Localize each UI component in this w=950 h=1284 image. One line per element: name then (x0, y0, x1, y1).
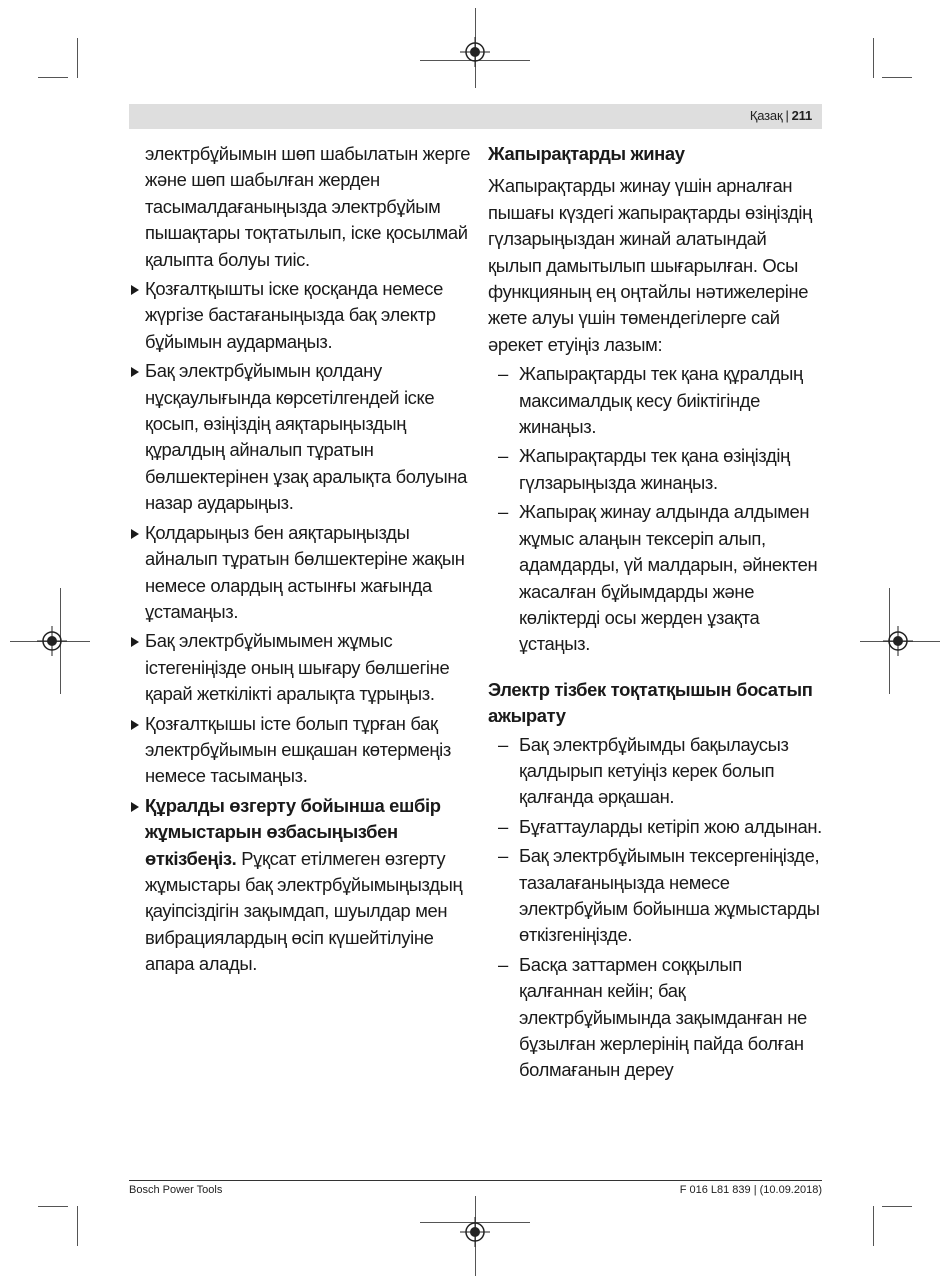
dash-bullet: – (498, 733, 508, 755)
footer-rule (129, 1180, 822, 1181)
left-column (145, 141, 475, 981)
dash-item-text: Жапырақтарды тек қана өзіңіздің гүлзарыңызда жинаңыз. (519, 445, 790, 493)
triangle-bullet-icon (131, 367, 139, 377)
bullet-text: Қолдарыңыз бен аяқтарыңызды айналып тұратын бөлшектеріне жақын немесе олардың астынғы жағында ұстамаңыз. (145, 521, 465, 622)
dash-item-text: Жапырақ жинау алдында алдымен жұмыс алаңын тексеріп алып, адамдарды, үй малдарын, әйнектен жасалған бұйымдарды және көліктерді осы жерден ұзақта ұстаңыз. (519, 501, 818, 655)
bullet-text: Рұқсат етілмеген өзгерту жұмыстары бақ электрбұйымыңыздың қауіпсіздігін зақымдап, шуылдар мен вибрациялардың өсіп күшейтілуіне апара алады. (145, 847, 463, 975)
crop-mark (77, 38, 78, 78)
dash-bullet: – (498, 815, 508, 837)
bullet-item (145, 628, 475, 707)
dash-bullet: – (498, 845, 508, 867)
bullet-bold-text: Құралды өзгерту бойынша ешбір жұмыстарын өзбасыңызбен өткізбеңіз. (145, 794, 441, 869)
footer-doc-number: F 016 L81 839 | (10.09.2018) (679, 1184, 822, 1196)
registration-mark-icon (460, 37, 490, 67)
section-heading-leaf-collection: Жапырақтарды жинау (488, 143, 685, 164)
bullet-text: Қозғалтқышты іске қосқанда немесе жүргізе бастағаныңызда бақ электр бұйымын аудармаңыз. (145, 278, 443, 352)
dash-bullet: – (498, 445, 508, 467)
page-number: 211 (791, 108, 812, 123)
header-separator: | (785, 108, 789, 123)
bullet-item (145, 276, 475, 355)
registration-mark-icon (37, 626, 67, 656)
registration-mark-icon (460, 1217, 490, 1247)
dash-list-item (488, 361, 824, 440)
crop-mark (882, 1206, 912, 1207)
crop-mark (873, 38, 874, 78)
header-text (750, 108, 812, 123)
right-column (488, 141, 824, 1087)
dash-list-item (488, 952, 824, 1084)
bullet-item (145, 711, 475, 790)
triangle-bullet-icon (131, 802, 139, 812)
section-paragraph: Жапырақтарды жинау үшін арналған пышағы күздегі жапырақтарды өзіңіздің гүлзарыңыздан жинай алатындай қылып дамытылып шығарылған. Осы функцияның ең оңтайлы нәтижелеріне жете алуы үшін төмендегілерге сай әрекет етуіңіз лазым: (488, 175, 812, 355)
dash-item-text: Басқа заттармен соққылып қалғаннан кейін; бақ электрбұйымында зақымданған не бұзылған жерлерінің пайда болған болмағанын дереу (519, 953, 807, 1081)
bullet-text: Қозғалтқышы істе болып тұрған бақ электрбұйымын ешқашан көтермеңіз немесе тасымаңыз. (145, 712, 451, 787)
dash-item-text: Бақ электрбұйымды бақылаусыз қалдырып кетуіңіз керек болып қалғанда әрқашан. (519, 733, 789, 808)
header-language: Қазақ (749, 108, 783, 123)
triangle-bullet-icon (131, 720, 139, 730)
dash-list-item (488, 443, 824, 496)
dash-bullet: – (498, 953, 508, 975)
dash-list-item (488, 499, 824, 657)
dash-list-item (488, 843, 824, 949)
intro-paragraph: электрбұйымын шөп шабылатын жерге және шөп шабылған жерден тасымалдағаныңызда электрбұйым пышақтары тоқтатылып, іске қосылмай қалыпта болуы тиіс. (145, 143, 471, 270)
bullet-item-warning (145, 793, 475, 978)
triangle-bullet-icon (131, 285, 139, 295)
crop-mark (38, 77, 68, 78)
crop-mark (873, 1206, 874, 1246)
crop-mark (38, 1206, 68, 1207)
dash-item-text: Бұғаттауларды кетіріп жою алдынан. (519, 815, 822, 837)
dash-list-item (488, 732, 824, 811)
bullet-item (145, 520, 475, 626)
triangle-bullet-icon (131, 529, 139, 539)
bullet-text: Бақ электрбұйымын қолдану нұсқаулығында көрсетілгендей іске қосып, өзіңіздің аяқтарыңыздың құралдың айналып тұратын бөлшектерінен ұзақ аралықта болуына назар аударыңыз. (145, 360, 468, 514)
dash-item-text: Жапырақтарды тек қана құралдың максималдық кесу биіктігінде жинаңыз. (519, 363, 803, 438)
triangle-bullet-icon (131, 637, 139, 647)
section-heading-circuit-breaker: Электр тізбек тоқтатқышын босатып ажырату (488, 678, 813, 727)
dash-bullet: – (498, 363, 508, 385)
dash-item-text: Бақ электрбұйымын тексергеніңізде, тазалағаныңызда немесе электрбұйым бойынша жұмыстарды өткізгеніңізде. (519, 845, 820, 946)
bullet-text: Бақ электрбұйымымен жұмыс істегеніңізде оның шығару бөлшегіне қарай жеткілікті аралықта тұрыңыз. (145, 630, 450, 705)
bullet-item (145, 358, 475, 516)
footer-brand: Bosch Power Tools (129, 1184, 223, 1196)
crop-mark (882, 77, 912, 78)
registration-mark-icon (883, 626, 913, 656)
dash-list-item (488, 814, 824, 840)
page-header (129, 104, 822, 129)
dash-bullet: – (498, 501, 508, 523)
crop-mark (77, 1206, 78, 1246)
